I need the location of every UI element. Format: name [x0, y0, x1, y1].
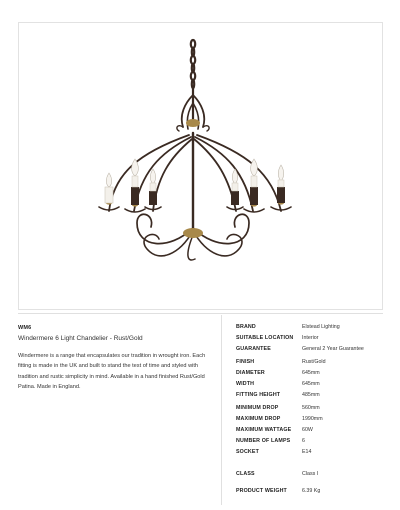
spec-label: NUMBER OF LAMPS	[236, 438, 291, 444]
spec-row-fitting-height	[236, 392, 386, 400]
candle-lamps	[105, 159, 285, 205]
spec-row-maximum-drop	[236, 416, 386, 424]
column-divider	[221, 315, 222, 505]
spec-value: 1990mm	[302, 416, 323, 422]
candle-5	[250, 159, 258, 205]
chandelier-image	[19, 23, 384, 311]
spec-value: 6.39 Kg	[302, 488, 321, 494]
spec-label: SUITABLE LOCATION	[236, 335, 294, 341]
spec-value: 485mm	[302, 392, 320, 398]
spec-row-finish	[236, 359, 386, 367]
spec-row-diameter	[236, 370, 386, 378]
chain	[191, 40, 195, 88]
spec-value: E14	[302, 449, 312, 455]
spec-label: BRAND	[236, 324, 256, 330]
spec-value: Interior	[302, 335, 319, 341]
spec-value: Elstead Lighting	[302, 324, 340, 330]
spec-label: PRODUCT WEIGHT	[236, 488, 287, 494]
spec-value: 645mm	[302, 370, 320, 376]
product-description: Windermere is a range that encapsulates our tradition in wrought iron. Each fitting is made in the UK and built to stand the test of time and styled with tradition and rustic simplicity in mind. Available in a hand finished Rust/Gold Patina. Made in England.	[18, 353, 206, 391]
spec-value: General 2 Year Guarantee	[302, 346, 364, 352]
spec-value: 560mm	[302, 405, 320, 411]
spec-row-width	[236, 381, 386, 389]
spec-row-product-weight	[236, 488, 386, 496]
spec-row-brand	[236, 324, 386, 332]
product-code: WM6	[18, 325, 32, 331]
spec-value: 60W	[302, 427, 313, 433]
section-divider	[18, 313, 383, 314]
spec-label: SOCKET	[236, 449, 259, 455]
spec-label: FITTING HEIGHT	[236, 392, 281, 398]
spec-value: 645mm	[302, 381, 320, 387]
candle-4	[231, 169, 239, 205]
spec-row-guarantee	[236, 346, 386, 354]
spec-row-suitable-location	[236, 335, 386, 343]
spec-row-socket	[236, 449, 386, 457]
candle-6	[277, 165, 285, 203]
spec-label: GUARANTEE	[236, 346, 271, 352]
spec-row-number-of-lamps	[236, 438, 386, 446]
candle-3	[149, 169, 157, 205]
spec-row-class	[236, 471, 386, 479]
spec-label: WIDTH	[236, 381, 255, 387]
product-title: Windermere 6 Light Chandelier - Rust/Gold	[18, 335, 143, 342]
spec-label: MAXIMUM DROP	[236, 416, 281, 422]
spec-label: FINISH	[236, 359, 255, 365]
spec-label: DIAMETER	[236, 370, 265, 376]
spec-label: CLASS	[236, 471, 255, 477]
product-image-frame	[18, 22, 383, 310]
spec-value: Rust/Gold	[302, 359, 326, 365]
spec-value: Class I	[302, 471, 319, 477]
spec-row-minimum-drop	[236, 405, 386, 413]
spec-value: 6	[302, 438, 305, 444]
spec-row-maximum-wattage	[236, 427, 386, 435]
candle-2	[131, 159, 139, 205]
spec-label: MAXIMUM WATTAGE	[236, 427, 292, 433]
spec-label: MINIMUM DROP	[236, 405, 279, 411]
drip-pans	[99, 207, 291, 212]
candle-1	[105, 173, 113, 203]
